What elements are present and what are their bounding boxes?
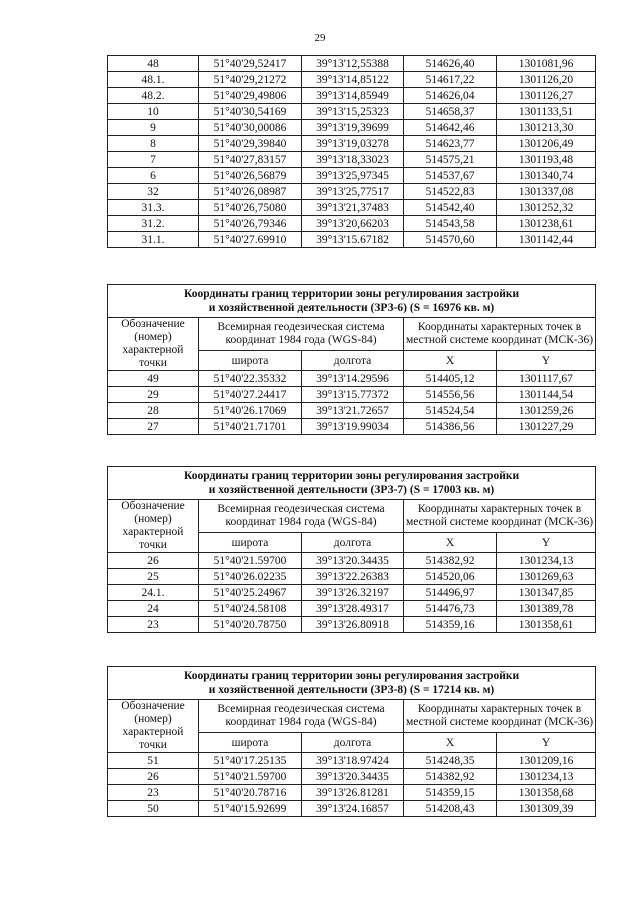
header-x: X (404, 533, 497, 553)
table-cell: 51°40'26.02235 (199, 569, 302, 585)
table-row (108, 553, 596, 569)
table-cell: 51°40'20.78716 (199, 785, 302, 801)
table-cell: 514382,92 (404, 769, 497, 785)
header-y: Y (497, 733, 596, 753)
table-cell: 1301347,85 (497, 585, 596, 601)
table-body (108, 467, 596, 633)
table-cell: 51°40'21.59700 (199, 769, 302, 785)
table-cell: 39°13'19,39699 (302, 120, 404, 136)
header-longitude: долгота (302, 351, 404, 371)
table-cell: 1301340,74 (497, 168, 596, 184)
table-cell: 23 (108, 617, 199, 633)
table-cell: 1301234,13 (497, 769, 596, 785)
table-row (108, 136, 596, 152)
table-row (108, 769, 596, 785)
table-cell: 27 (108, 419, 199, 435)
table-row (108, 601, 596, 617)
table-cell: 51°40'29,39840 (199, 136, 302, 152)
table-cell: 51°40'24.58108 (199, 601, 302, 617)
header-designation: Обозначение (номер) характерной точки (108, 318, 199, 371)
table-row (108, 753, 596, 769)
table-cell: 51°40'17.25135 (199, 753, 302, 769)
table-cell: 39°13'18.97424 (302, 753, 404, 769)
table-body (108, 56, 596, 248)
table-row (108, 569, 596, 585)
table-cell: 514626,04 (404, 88, 497, 104)
header-x: X (404, 733, 497, 753)
table-cell: 514543,58 (404, 216, 497, 232)
table-cell: 25 (108, 569, 199, 585)
table-cell: 1301389,78 (497, 601, 596, 617)
table-cell: 1301269,63 (497, 569, 596, 585)
header-latitude: широта (199, 533, 302, 553)
table-cell: 39°13'26.80918 (302, 617, 404, 633)
header-local-coords: Координаты характерных точек в местной системе координат (МСК-36) (404, 700, 596, 733)
table-cell: 51°40'27.24417 (199, 387, 302, 403)
table-caption-row (108, 467, 596, 500)
table-cell: 39°13'26.32197 (302, 585, 404, 601)
table-cell: 8 (108, 136, 199, 152)
header-y: Y (497, 533, 596, 553)
table-cell: 514617,22 (404, 72, 497, 88)
table-row (108, 216, 596, 232)
table-row (108, 371, 596, 387)
table-cell: 1301126,20 (497, 72, 596, 88)
table-cell: 51°40'29,21272 (199, 72, 302, 88)
table-cell: 1301144,54 (497, 387, 596, 403)
table-cell: 1301227,29 (497, 419, 596, 435)
table-row (108, 56, 596, 72)
table-cell: 51°40'30,54169 (199, 104, 302, 120)
table-cell: 514658,37 (404, 104, 497, 120)
table-cell: 31.1. (108, 232, 199, 248)
table-cell: 39°13'14,85122 (302, 72, 404, 88)
table-cell: 51°40'20.78750 (199, 617, 302, 633)
table-cell: 514359,16 (404, 617, 497, 633)
table-row (108, 88, 596, 104)
header-wgs84: Всемирная геодезическая система координат 1984 года (WGS-84) (199, 318, 404, 351)
header-longitude: долгота (302, 733, 404, 753)
zrz-8-coordinates-table (107, 666, 596, 817)
table-row (108, 200, 596, 216)
table-cell: 1301309,39 (497, 801, 596, 817)
table-row (108, 585, 596, 601)
table-cell: 514524,54 (404, 403, 497, 419)
table-cell: 28 (108, 403, 199, 419)
table-cell: 514642,46 (404, 120, 497, 136)
table-cell: 24 (108, 601, 199, 617)
table-caption-row (108, 667, 596, 700)
table-cell: 39°13'22.26383 (302, 569, 404, 585)
zrz-6-coordinates-table (107, 284, 596, 435)
caption-line-2: и хозяйственной деятельности (ЗРЗ-7) (S = 17003 кв. м) (208, 484, 495, 496)
table-cell: 48 (108, 56, 199, 72)
table-cell: 514496,97 (404, 585, 497, 601)
header-designation: Обозначение (номер) характерной точки (108, 700, 199, 753)
table-cell: 39°13'14,85949 (302, 88, 404, 104)
table-cell: 26 (108, 553, 199, 569)
table-cell: 51°40'21.59700 (199, 553, 302, 569)
table-cell: 1301117,67 (497, 371, 596, 387)
table-cell: 50 (108, 801, 199, 817)
table-cell: 514626,40 (404, 56, 497, 72)
table-cell: 39°13'15.67182 (302, 232, 404, 248)
table-row (108, 104, 596, 120)
table-cell: 39°13'20,66203 (302, 216, 404, 232)
table-caption (108, 667, 596, 700)
table-cell: 51°40'22.35332 (199, 371, 302, 387)
table-cell: 10 (108, 104, 199, 120)
table-cell: 514556,56 (404, 387, 497, 403)
table-cell: 39°13'24.16857 (302, 801, 404, 817)
table-cell: 51°40'25.24967 (199, 585, 302, 601)
table-cell: 514575,21 (404, 152, 497, 168)
table-cell: 51°40'30,00086 (199, 120, 302, 136)
table-cell: 39°13'14.29596 (302, 371, 404, 387)
table-cell: 514208,43 (404, 801, 497, 817)
table-row (108, 403, 596, 419)
table-cell: 51°40'26,08987 (199, 184, 302, 200)
table-body (108, 667, 596, 817)
table-cell: 31.2. (108, 216, 199, 232)
table-cell: 1301081,96 (497, 56, 596, 72)
header-y: Y (497, 351, 596, 371)
table-caption-row (108, 285, 596, 318)
header-local-coords: Координаты характерных точек в местной системе координат (МСК-36) (404, 318, 596, 351)
table-cell: 48.2. (108, 88, 199, 104)
table-row (108, 785, 596, 801)
table-cell: 7 (108, 152, 199, 168)
table-cell: 51°40'27.69910 (199, 232, 302, 248)
table-cell: 39°13'18,33023 (302, 152, 404, 168)
table-row (108, 184, 596, 200)
header-row-1 (108, 700, 596, 733)
table-cell: 32 (108, 184, 199, 200)
table-cell: 39°13'21.72657 (302, 403, 404, 419)
header-longitude: долгота (302, 533, 404, 553)
table-cell: 39°13'15.77372 (302, 387, 404, 403)
table-cell: 1301358,61 (497, 617, 596, 633)
table-row (108, 120, 596, 136)
table-cell: 1301252,32 (497, 200, 596, 216)
coordinates-table-continued (107, 55, 596, 248)
table-cell: 48.1. (108, 72, 199, 88)
header-row-1 (108, 318, 596, 351)
table-cell: 39°13'20.34435 (302, 769, 404, 785)
caption-line-2: и хозяйственной деятельности (ЗРЗ-8) (S = 17214 кв. м) (208, 684, 495, 696)
table-cell: 39°13'25,77517 (302, 184, 404, 200)
header-wgs84: Всемирная геодезическая система координат 1984 года (WGS-84) (199, 500, 404, 533)
table-cell: 6 (108, 168, 199, 184)
table-cell: 1301133,51 (497, 104, 596, 120)
table-caption (108, 467, 596, 500)
table-cell: 51°40'26,56879 (199, 168, 302, 184)
table-cell: 51°40'21.71701 (199, 419, 302, 435)
table-cell: 1301259,26 (497, 403, 596, 419)
table-cell: 39°13'26.81281 (302, 785, 404, 801)
caption-line-2: и хозяйственной деятельности (ЗРЗ-6) (S = 16976 кв. м) (208, 302, 495, 314)
table-cell: 1301206,49 (497, 136, 596, 152)
table-row (108, 617, 596, 633)
table-cell: 51°40'26.17069 (199, 403, 302, 419)
table-cell: 1301209,16 (497, 753, 596, 769)
table-cell: 51°40'15.92699 (199, 801, 302, 817)
header-designation: Обозначение (номер) характерной точки (108, 500, 199, 553)
table-caption (108, 285, 596, 318)
table-cell: 1301142,44 (497, 232, 596, 248)
table-cell: 1301337,08 (497, 184, 596, 200)
table-row (108, 72, 596, 88)
table-cell: 514537,67 (404, 168, 497, 184)
table-row (108, 168, 596, 184)
table-cell: 49 (108, 371, 199, 387)
table-cell: 39°13'20.34435 (302, 553, 404, 569)
header-latitude: широта (199, 351, 302, 371)
table-row (108, 387, 596, 403)
table-cell: 1301358,68 (497, 785, 596, 801)
table-cell: 39°13'15,25323 (302, 104, 404, 120)
header-wgs84: Всемирная геодезическая система координат 1984 года (WGS-84) (199, 700, 404, 733)
table-cell: 1301234,13 (497, 553, 596, 569)
table-cell: 39°13'19.99034 (302, 419, 404, 435)
table-cell: 514542,40 (404, 200, 497, 216)
table-cell: 29 (108, 387, 199, 403)
header-local-coords: Координаты характерных точек в местной системе координат (МСК-36) (404, 500, 596, 533)
table-row (108, 152, 596, 168)
table-cell: 26 (108, 769, 199, 785)
table-cell: 51°40'29,49806 (199, 88, 302, 104)
table-cell: 514382,92 (404, 553, 497, 569)
table-cell: 51 (108, 753, 199, 769)
table-cell: 1301238,61 (497, 216, 596, 232)
table-cell: 9 (108, 120, 199, 136)
header-row-1 (108, 500, 596, 533)
table-cell: 514476,73 (404, 601, 497, 617)
table-cell: 514570,60 (404, 232, 497, 248)
table-row (108, 232, 596, 248)
table-cell: 514248,35 (404, 753, 497, 769)
table-cell: 31.3. (108, 200, 199, 216)
table-cell: 514522,83 (404, 184, 497, 200)
table-cell: 514386,56 (404, 419, 497, 435)
header-latitude: широта (199, 733, 302, 753)
caption-line-1: Координаты границ территории зоны регулирования застройки (183, 670, 520, 682)
table-row (108, 419, 596, 435)
table-cell: 514405,12 (404, 371, 497, 387)
table-cell: 51°40'27,83157 (199, 152, 302, 168)
table-cell: 39°13'21,37483 (302, 200, 404, 216)
table-cell: 1301126,27 (497, 88, 596, 104)
caption-line-1: Координаты границ территории зоны регулирования застройки (183, 470, 520, 482)
table-cell: 39°13'28.49317 (302, 601, 404, 617)
table-body (108, 285, 596, 435)
table-row (108, 801, 596, 817)
table-cell: 39°13'12,55388 (302, 56, 404, 72)
table-cell: 514623,77 (404, 136, 497, 152)
table-cell: 51°40'26,79346 (199, 216, 302, 232)
table-cell: 514359,15 (404, 785, 497, 801)
table-cell: 39°13'25,97345 (302, 168, 404, 184)
table-cell: 51°40'29,52417 (199, 56, 302, 72)
header-x: X (404, 351, 497, 371)
table-cell: 51°40'26,75080 (199, 200, 302, 216)
table-cell: 23 (108, 785, 199, 801)
table-cell: 514520,06 (404, 569, 497, 585)
zrz-7-coordinates-table (107, 466, 596, 633)
page-number: 29 (314, 32, 326, 44)
caption-line-1: Координаты границ территории зоны регулирования застройки (183, 288, 520, 300)
table-cell: 39°13'19,03278 (302, 136, 404, 152)
table-cell: 24.1. (108, 585, 199, 601)
table-cell: 1301213,30 (497, 120, 596, 136)
table-cell: 1301193,48 (497, 152, 596, 168)
